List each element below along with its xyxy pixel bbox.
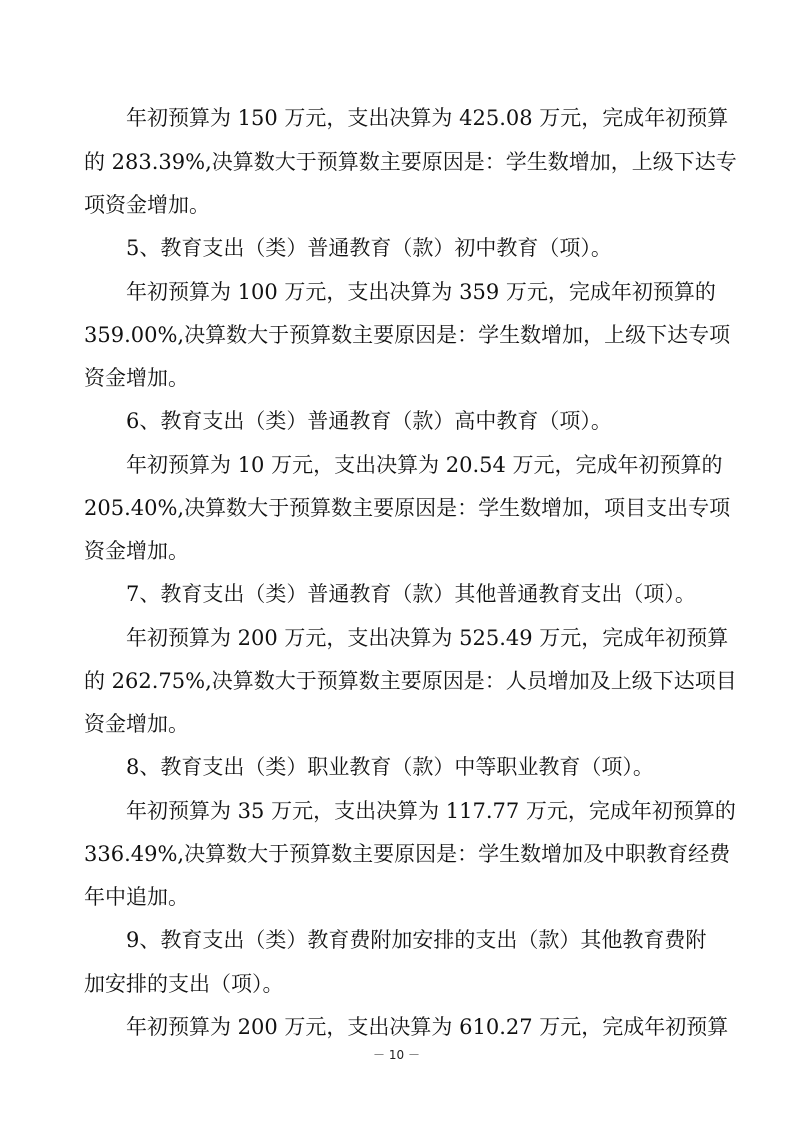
heading-line: 8、教育支出（类）职业教育（款）中等职业教育（项）。 xyxy=(126,755,654,779)
paragraph-line: 的 262.75%,决算数大于预算数主要原因是：人员增加及上级下达项目 xyxy=(84,669,737,693)
page-number: － 10 － xyxy=(373,1048,420,1062)
paragraph-line: 年初预算为 35 万元，支出决算为 117.77 万元，完成年初预算的 xyxy=(126,799,736,823)
heading-line: 5、教育支出（类）普通教育（款）初中教育（项）。 xyxy=(126,236,612,260)
heading-line: 6、教育支出（类）普通教育（款）高中教育（项）。 xyxy=(126,409,612,433)
paragraph-line: 年初预算为 10 万元，支出决算为 20.54 万元，完成年初预算的 xyxy=(126,453,723,477)
paragraph-line: 年初预算为 200 万元，支出决算为 525.49 万元，完成年初预算 xyxy=(126,626,729,650)
paragraph-line: 205.40%,决算数大于预算数主要原因是：学生数增加，项目支出专项 xyxy=(84,496,731,520)
heading-line: 7、教育支出（类）普通教育（款）其他普通教育支出（项）。 xyxy=(126,582,696,606)
paragraph-line: 资金增加。 xyxy=(84,366,189,390)
heading-line: 9、教育支出（类）教育费附加安排的支出（款）其他教育费附 xyxy=(126,928,707,952)
paragraph-line: 项资金增加。 xyxy=(84,193,210,217)
paragraph-line: 年初预算为 150 万元，支出决算为 425.08 万元，完成年初预算 xyxy=(126,106,729,130)
paragraph-line: 年初预算为 200 万元，支出决算为 610.27 万元，完成年初预算 xyxy=(126,1015,729,1039)
paragraph-line: 359.00%,决算数大于预算数主要原因是：学生数增加，上级下达专项 xyxy=(84,323,731,347)
paragraph-line: 年初预算为 100 万元，支出决算为 359 万元，完成年初预算的 xyxy=(126,280,716,304)
paragraph-line: 资金增加。 xyxy=(84,539,189,563)
paragraph-line: 资金增加。 xyxy=(84,712,189,736)
heading-line: 加安排的支出（项）。 xyxy=(84,972,284,996)
paragraph-line: 336.49%,决算数大于预算数主要原因是：学生数增加及中职教育经费 xyxy=(84,842,731,866)
paragraph-line: 的 283.39%,决算数大于预算数主要原因是：学生数增加，上级下达专 xyxy=(84,150,737,174)
paragraph-line: 年中追加。 xyxy=(84,885,189,909)
